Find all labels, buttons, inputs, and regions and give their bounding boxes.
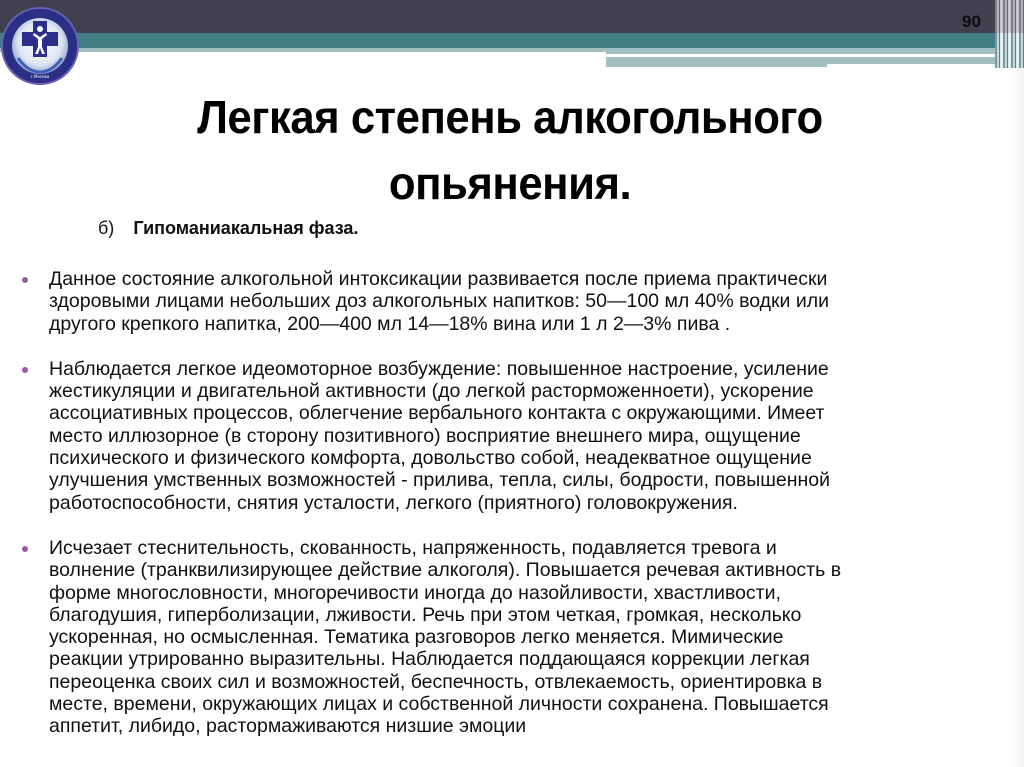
header-band-lower-gap	[827, 64, 1007, 68]
bullet-line: Исчезает стеснительность, скованность, напряженность, подавляется тревога и	[49, 536, 777, 559]
bullet-dot-icon	[22, 277, 28, 283]
header-band-dark	[0, 0, 1024, 33]
page-number: 90	[962, 12, 981, 31]
header-stripes-teal	[995, 33, 1024, 68]
bullet-line: переоценка своих сил и возможностей, беспечность, отвлекаемость, ориентировка в	[49, 670, 823, 693]
bullet-line: форме многословности, многоречивости иногда до назойливости, хвастливости,	[49, 581, 781, 604]
title-line-2: опьянения.	[388, 157, 632, 209]
bullet-line: ассоциативных процессов, облегчение вербального контакта с окружающими. Имеет	[49, 402, 825, 425]
subtitle-text: Гипоманиакальная фаза.	[133, 218, 359, 238]
subtitle-letter: б)	[98, 218, 115, 238]
slide-subtitle	[98, 218, 358, 239]
slide-title	[121, 84, 900, 216]
bullet-line: Наблюдается легкое идеомоторное возбуждение: повышенное настроение, усиление	[49, 357, 829, 380]
bullet-line: Данное состояние алкогольной интоксикации развивается после приема практически	[49, 268, 828, 290]
bullet-item	[22, 537, 1012, 738]
header-band-teal	[0, 33, 1000, 48]
bullet-line: место иллюзорное (в сторону позитивного) восприятие внешнего мира, ощущение	[49, 424, 801, 447]
svg-text:г.Москва: г.Москва	[30, 74, 50, 79]
bullet-line: месте, времени, окружающих лицах и собственной личности сохранена. Повышается	[49, 693, 829, 716]
bullet-line: психического и физического комфорта, довольство собой, неадекватное ощущение	[49, 447, 812, 470]
bullet-list	[22, 268, 1012, 761]
bullet-line: аппетит, либидо, растормаживаются низшие эмоции	[49, 715, 527, 738]
bullet-line: работоспособности, снятия усталости, легкого (приятного) головокружения.	[49, 491, 738, 514]
bullet-dot-icon	[22, 367, 28, 373]
title-line-1: Легкая степень алкогольного	[197, 91, 823, 143]
bullet-dot-icon	[22, 546, 28, 552]
bullet-line: жестикуляции и двигательной активности (до легкой расторможенноети), ускорение	[49, 380, 814, 403]
bullet-line: благодушия, гиперболизации, лживости. Речь при этом четкая, громкая, несколько	[49, 603, 802, 626]
bullet-line: улучшения умственных возможностей - прилива, тепла, силы, бодрости, повышенной	[49, 469, 831, 492]
bullet-item	[22, 358, 1012, 514]
header-band-light	[0, 48, 606, 52]
bullet-line: ускоренная, но осмысленная. Тематика разговоров легко меняется. Мимические	[49, 626, 784, 649]
clinic-cross-emblem-icon	[0, 6, 80, 86]
bullet-item	[22, 268, 1012, 335]
slide-right-edge	[1010, 68, 1024, 767]
bullet-line: реакции утрированно выразительны. Наблюдается поддающаяся коррекции легкая	[49, 648, 810, 671]
bullet-line: волнение (транквилизирующее действие алкоголя). Повышается речевая активность в	[49, 559, 842, 582]
bullet-line: другого крепкого напитка, 200—400 мл 14—18% вина или 1 л 2—3% пива .	[49, 312, 731, 335]
bullet-line: здоровыми лицами небольших доз алкогольных напитков: 50—100 мл 40% водки или	[49, 290, 830, 313]
